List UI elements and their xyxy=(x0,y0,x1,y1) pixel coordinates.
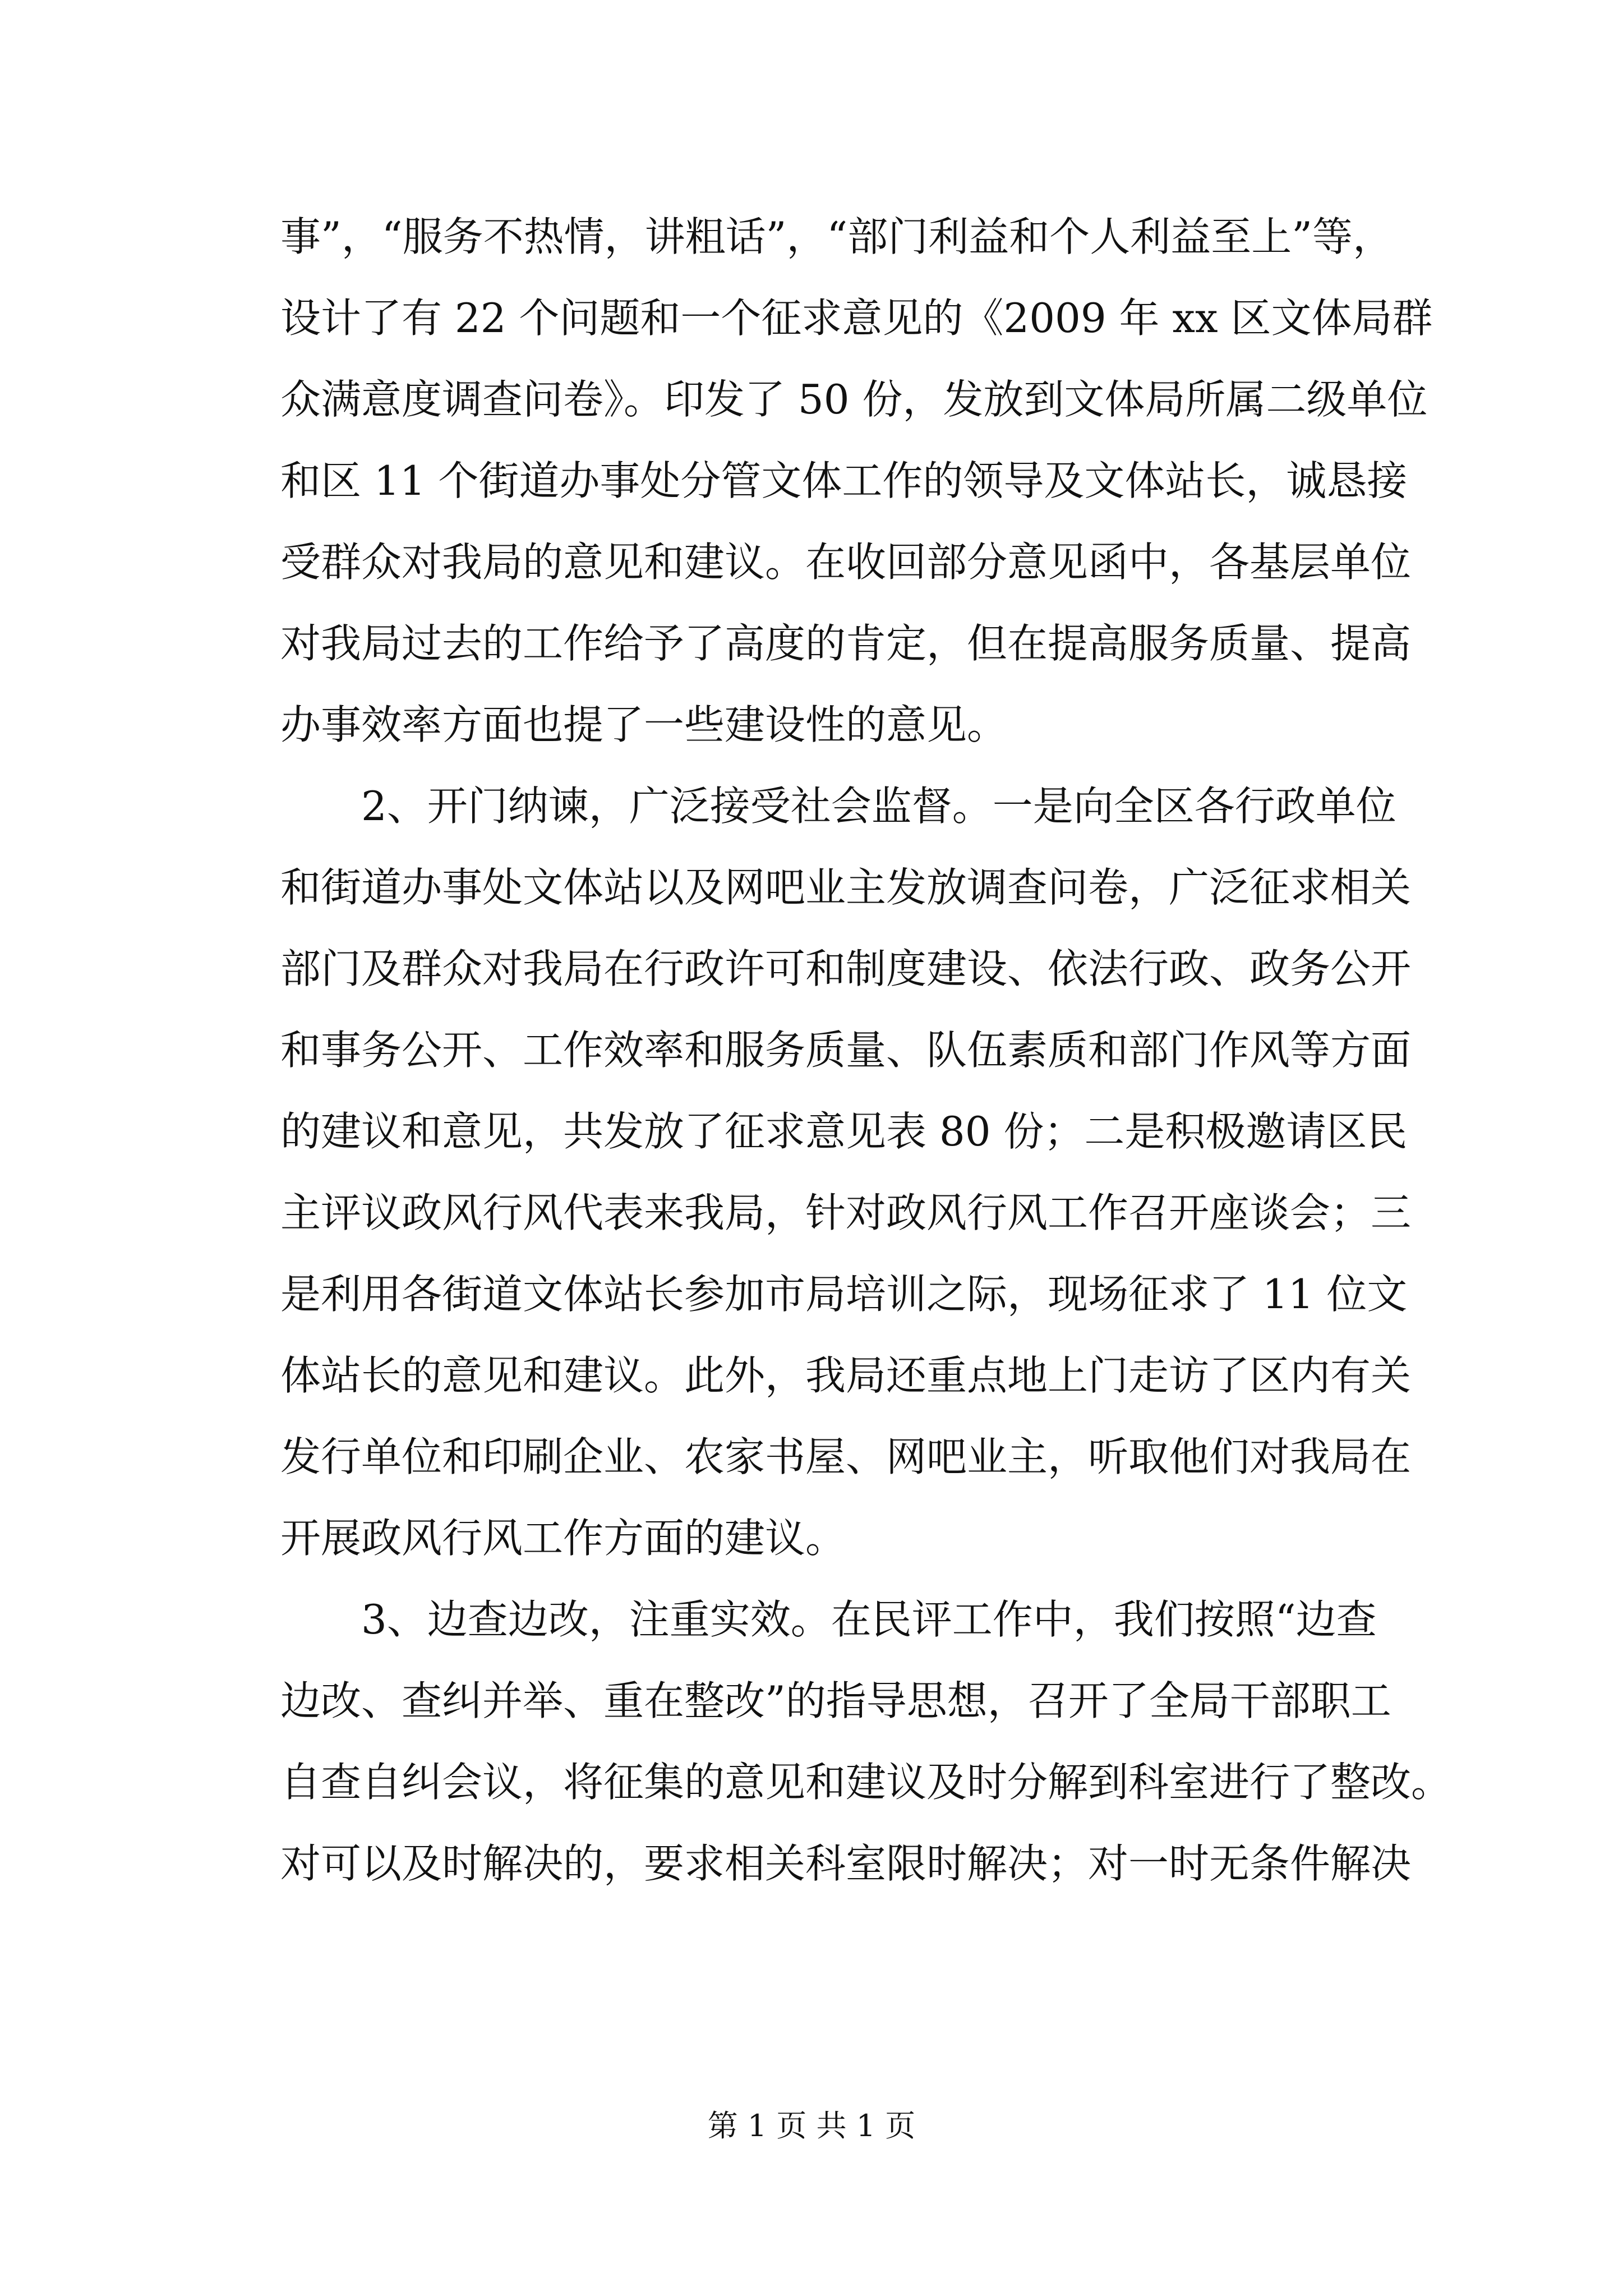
text-line: 发行单位和印刷企业、农家书屋、网吧业主，听取他们对我局在 xyxy=(280,1433,1412,1480)
text-line: 开展政风行风工作方面的建议。 xyxy=(280,1515,846,1562)
page-number: 第 1 页 共 1 页 xyxy=(707,2108,916,2143)
text-line: 自查自纠会议，将征集的意见和建议及时分解到科室进行了整改。 xyxy=(280,1759,1452,1806)
text-line: 边改、查纠并举、重在整改”的指导思想，召开了全局干部职工 xyxy=(280,1677,1391,1724)
paragraph-start-line: 3、边查边改，注重实效。在民评工作中，我们按照“边查 xyxy=(361,1596,1377,1643)
text-line: 和区 11 个街道办事处分管文体工作的领导及文体站长，诚恳接 xyxy=(280,457,1408,504)
text-line: 主评议政风行风代表来我局，针对政风行风工作召开座谈会；三 xyxy=(280,1189,1412,1236)
text-line: 部门及群众对我局在行政许可和制度建设、依法行政、政务公开 xyxy=(280,945,1412,992)
text-line: 的建议和意见，共发放了征求意见表 80 份；二是积极邀请区民 xyxy=(280,1108,1408,1155)
text-line: 办事效率方面也提了一些建设性的意见。 xyxy=(280,701,1008,748)
document-body xyxy=(280,196,1452,1904)
text-line: 对我局过去的工作给予了高度的肯定，但在提高服务质量、提高 xyxy=(280,620,1412,667)
text-line: 体站长的意见和建议。此外，我局还重点地上门走访了区内有关 xyxy=(280,1352,1412,1399)
text-line: 和街道办事处文体站以及网吧业主发放调查问卷，广泛征求相关 xyxy=(280,864,1412,911)
page-footer xyxy=(0,2106,1623,2146)
paragraph-start-line: 2、开门纳谏，广泛接受社会监督。一是向全区各行政单位 xyxy=(361,783,1396,830)
text-line: 事”，“服务不热情，讲粗话”，“部门利益和个人利益至上”等， xyxy=(280,213,1394,260)
text-line: 和事务公开、工作效率和服务质量、队伍素质和部门作风等方面 xyxy=(280,1027,1412,1074)
text-line: 受群众对我局的意见和建议。在收回部分意见函中，各基层单位 xyxy=(280,539,1412,586)
text-line: 是利用各街道文体站长参加市局培训之际，现场征求了 11 位文 xyxy=(280,1271,1408,1318)
text-line: 设计了有 22 个问题和一个征求意见的《2009 年 xx 区文体局群 xyxy=(280,295,1433,342)
text-line: 众满意度调查问卷》。印发了 50 份，发放到文体局所属二级单位 xyxy=(280,376,1428,423)
text-line: 对可以及时解决的，要求相关科室限时解决；对一时无条件解决 xyxy=(280,1840,1412,1887)
